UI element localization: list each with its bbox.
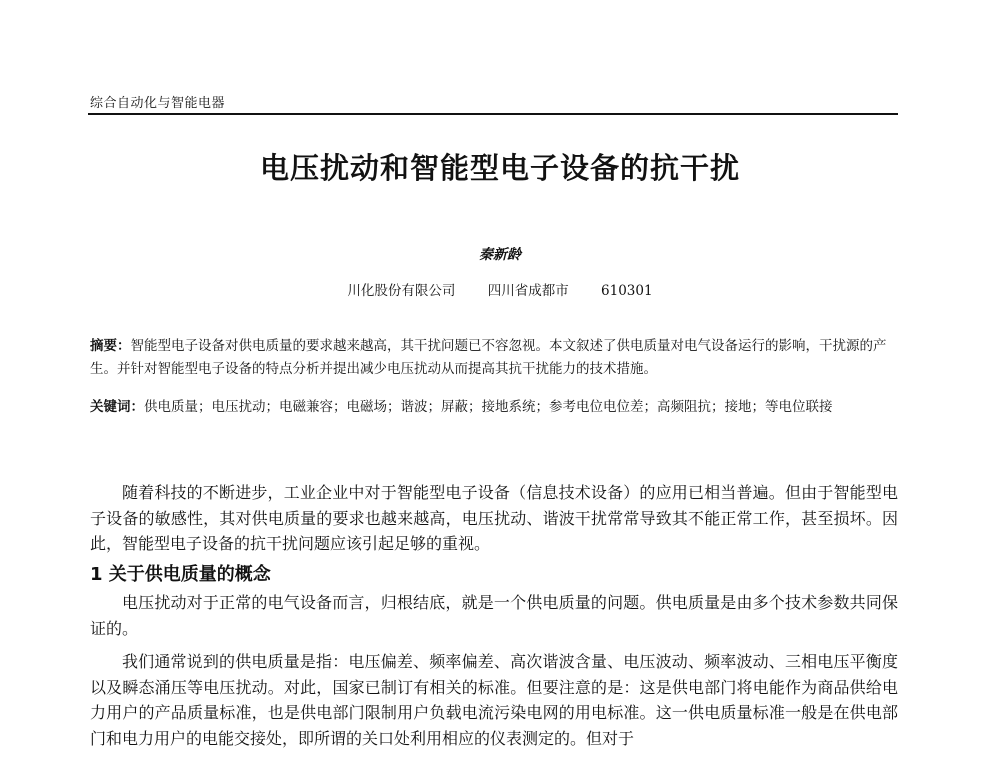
abstract-text: 智能型电子设备对供电质量的要求越来越高，其干扰问题已不容忽视。本文叙述了供电质量对电气设备运行的影响，干扰源的产生。并针对智能型电子设备的特点分析并提出减少电压扰动从而提高其抗干扰能力的技术措施。 xyxy=(90,338,887,377)
body-paragraph-2 xyxy=(90,590,898,641)
body-paragraph-3 xyxy=(90,649,898,751)
abstract xyxy=(90,335,898,381)
paragraph: 我们通常说到的供电质量是指：电压偏差、频率偏差、高次谐波含量、电压波动、频率波动、三相电压平衡度以及瞬态涌压等电压扰动。对此，国家已制订有相关的标准。但要注意的是：这是供电部门将电能作为商品供给电力用户的产品质量标准，也是供电部门限制用户负载电流污染电网的用电标准。这一供电质量标准一般是在供电部门和电力用户的电能交接处，即所谓的关口处利用相应的仪表测定的。但对于 xyxy=(90,652,898,748)
keywords-text: 供电质量；电压扰动；电磁兼容；电磁场；谐波；屏蔽；接地系统；参考电位电位差；高频阻抗；接地；等电位联接 xyxy=(144,399,833,415)
affiliation-postcode: 610301 xyxy=(601,283,653,299)
affiliation-company: 川化股份有限公司 xyxy=(347,283,456,299)
keywords-label: 关键词： xyxy=(90,399,144,415)
body-paragraph-intro xyxy=(90,480,898,557)
paper-title: 电压扰动和智能型电子设备的抗干扰 xyxy=(259,151,740,185)
section-heading-1: 1 关于供电质量的概念 xyxy=(90,564,271,585)
paragraph: 随着科技的不断进步，工业企业中对于智能型电子设备（信息技术设备）的应用已相当普遍。但由于智能型电子设备的敏感性，其对供电质量的要求也越来越高，电压扰动、谐波干扰常常导致其不能正常工作，甚至损坏。因此，智能型电子设备的抗干扰问题应该引起足够的重视。 xyxy=(90,483,898,553)
header-rule xyxy=(88,113,898,115)
affiliation-location: 四川省成都市 xyxy=(487,283,569,299)
keywords xyxy=(90,396,898,419)
affiliation xyxy=(0,279,1000,299)
journal-header: 综合自动化与智能电器 xyxy=(90,96,226,111)
abstract-label: 摘要： xyxy=(90,338,131,354)
paragraph: 电压扰动对于正常的电气设备而言，归根结底，就是一个供电质量的问题。供电质量是由多个技术参数共同保证的。 xyxy=(90,593,898,638)
author-name: 秦新龄 xyxy=(479,247,521,263)
